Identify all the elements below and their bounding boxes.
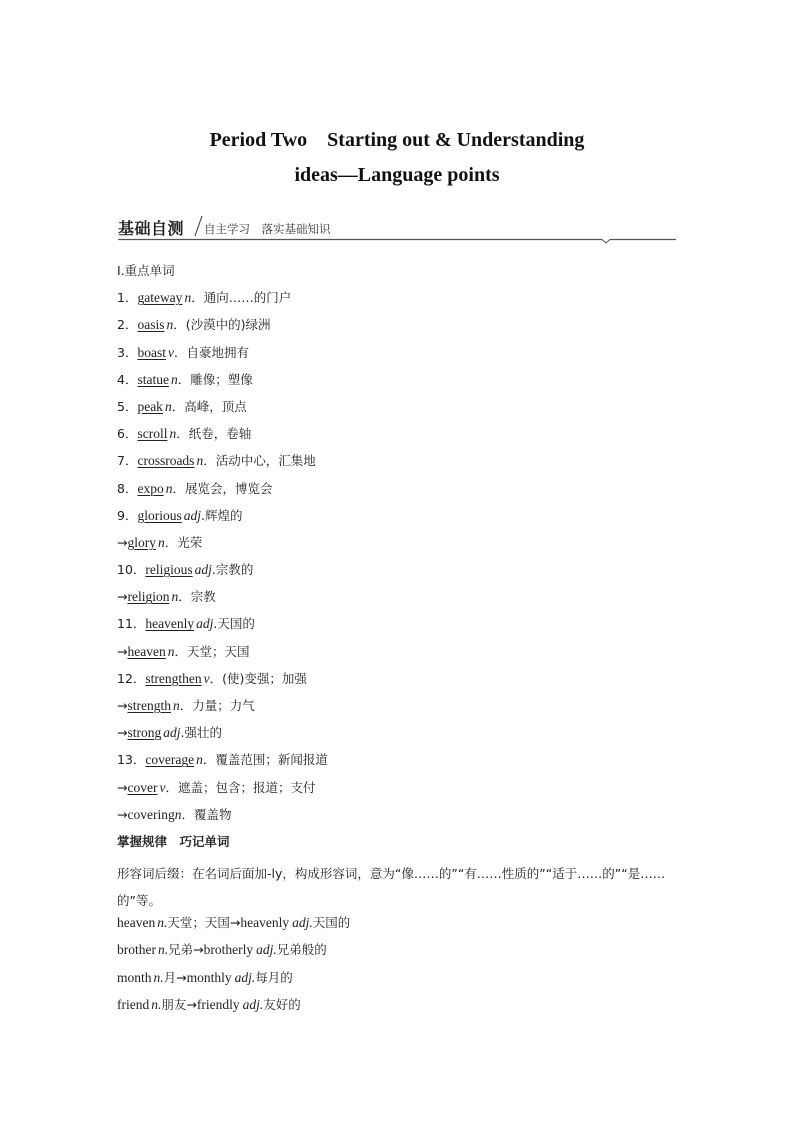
vocab-num: 7． [117,453,138,469]
vocab-item [117,724,682,751]
vocab-def: 活动中心，汇集地 [215,453,316,469]
vocab-sep: ． [173,317,186,333]
vocab-sep: ． [209,670,223,686]
examples-list [117,914,682,1023]
arrow-icon: → [229,915,241,931]
example-adj-def: 每月的 [255,969,293,985]
vocab-num: → [117,779,128,795]
vocab-num: 11． [117,616,146,632]
part-heading: Ⅰ.重点单词 [117,263,175,278]
vocab-pos: adj [194,562,212,578]
vocab-word: covering [127,806,175,822]
vocab-def: 自豪地拥有 [186,344,249,360]
arrow-icon: → [176,969,187,985]
vocab-def: 覆盖范围；新闻报道 [215,752,328,768]
vocab-pos: n [170,371,178,387]
example-noun-pos: n. [153,969,164,985]
vocab-sep: . [200,507,205,523]
vocab-num: 9． [117,507,138,523]
example-adj: friendly [196,996,240,1012]
vocab-sep: ． [164,534,178,550]
title-line-1: Period Two Starting out & Understanding [209,129,585,151]
example-adj-def: 兄弟般的 [276,942,327,958]
vocab-def: 遮盖；包含；报道；支付 [177,779,316,795]
vocab-num: 10． [117,562,146,578]
vocab-pos: adj [163,725,181,741]
vocab-pos: n [167,643,175,659]
title-line-2: ideas—Language points [294,164,500,186]
vocab-word: glorious [137,507,182,523]
vocab-word: strong [127,725,162,741]
vocab-num: 5． [117,398,138,414]
vocab-word: boast [137,344,166,360]
example-noun-def: 兄弟 [168,942,194,958]
example-adj: heavenly [240,915,290,931]
example-noun-pos: n. [157,942,169,958]
vocab-num: 4． [117,371,138,387]
vocab-def: 宗教的 [215,562,254,578]
vocab-item [117,534,682,561]
vocab-sep: ． [177,371,191,387]
example-noun-def: 朋友 [161,996,187,1012]
vocab-item [117,670,682,697]
vocab-pos: n [169,426,177,442]
vocab-num: → [117,534,128,550]
vocab-word: strength [127,698,171,713]
vocab-def: 纸卷，卷轴 [188,426,252,442]
vocab-def: 通向……的门户 [203,290,292,306]
vocab-def: (沙漠中的)绿洲 [185,317,271,333]
vocab-pos: n [164,398,172,414]
vocab-pos: n [165,480,173,496]
vocab-sep: ． [172,480,185,496]
vocab-item [117,425,682,452]
arrow-icon: → [117,806,128,822]
example-item [117,914,682,941]
example-adj: brotherly [203,942,254,958]
example-noun: friend [117,996,150,1012]
vocab-sep: . [213,616,218,632]
vocab-word: religion [127,589,170,605]
arrow-icon: → [186,996,197,1012]
vocab-pos: n [166,317,174,333]
vocab-pos: n [196,752,203,768]
example-item [117,996,682,1023]
vocab-sep: ． [202,752,216,768]
vocab-num: 3． [117,344,138,360]
vocab-word: strengthen [145,670,202,686]
vocab-def: 强壮的 [184,725,222,741]
vocab-word: statue [137,371,169,387]
vocab-sep: . [180,725,185,741]
example-adj-pos: adj. [292,915,313,931]
vocab-def: 力量；力气 [192,698,255,713]
vocab-item [117,398,682,425]
vocab-def: 覆盖物 [193,806,232,822]
vocab-item [117,588,682,615]
example-noun: heaven [117,915,156,931]
vocab-item-covering [117,806,682,833]
vocab-num: 2． [117,317,138,333]
vocab-pos: v [167,344,174,360]
arrow-icon: → [193,942,204,958]
section-rule [118,237,676,245]
vocab-item [117,289,682,316]
vocab-sep: ． [165,779,178,795]
example-adj-def: 友好的 [263,996,301,1012]
vocab-def: 宗教 [190,589,216,605]
vocab-word: peak [137,398,163,414]
vocab-pos: n [184,290,192,306]
vocab-def: 展览会，博览会 [184,480,273,496]
rule-text: 形容词后缀：在名词后面加-ly，构成形容词，意为“像……的”“有……性质的”“适于……的”“是……的”等。 [117,866,666,909]
example-noun: brother [117,942,156,958]
vocab-pos: n [174,806,182,822]
vocab-item [117,507,682,534]
vocab-pos: n [171,589,179,605]
vocab-word: cover [127,779,158,795]
vocab-sep: ． [203,453,216,469]
vocab-sep: ． [174,643,187,659]
section-main-label: 基础自测 [118,219,185,238]
vocab-word: heavenly [145,616,195,632]
example-noun-def: 月 [163,969,177,985]
vocab-num: → [117,643,128,659]
vocab-item [117,697,682,724]
vocab-sep: ． [173,344,187,360]
example-noun: month [117,969,152,985]
vocab-num: → [117,725,128,741]
vocab-word: gateway [137,290,183,306]
vocab-item [117,643,682,670]
vocab-num: 13． [117,752,146,768]
vocab-def: (使)变强；加强 [222,670,307,686]
vocab-sep: ． [171,398,185,414]
vocab-item [117,779,682,806]
slash-divider-icon [193,215,203,237]
vocab-item [117,751,682,778]
example-noun-def: 天堂；天国 [167,915,230,931]
vocab-pos: adj [196,616,214,632]
vocab-sep: ． [178,589,191,605]
vocab-item [117,344,682,371]
vocab-item [117,480,682,507]
content [117,262,682,1023]
vocab-sep: ． [181,806,194,822]
vocab-def: 辉煌的 [204,507,243,523]
vocab-num: 8． [117,480,138,496]
example-noun-pos: n. [151,996,162,1012]
section-header [118,213,676,243]
vocab-word: oasis [137,317,165,333]
vocab-num: 12． [117,670,146,686]
example-adj: monthly [186,969,232,985]
vocab-word: crossroads [137,453,195,469]
vocab-sep: . [211,562,216,578]
vocab-pos: v [203,670,210,686]
vocab-sep: ． [191,290,204,306]
vocab-word: coverage [145,752,195,768]
vocab-word: scroll [137,426,168,442]
vocab-pos: n [172,698,180,713]
example-adj-pos: adj. [256,942,277,958]
vocab-num: 6． [117,426,138,442]
vocab-def: 天堂；天国 [186,643,250,659]
vocab-def: 高峰，顶点 [184,398,247,414]
vocab-word: heaven [127,643,166,659]
vocab-item [117,316,682,343]
vocab-list [117,289,682,806]
vocab-word: expo [137,480,164,496]
vocab-item [117,615,682,642]
example-item [117,941,682,968]
section-sub-label: 自主学习 落实基础知识 [204,222,331,236]
tip-heading: 掌握规律 巧记单词 [117,833,230,849]
vocab-pos: n [196,453,204,469]
vocab-sep: ． [176,426,189,442]
vocab-num: → [117,698,128,713]
vocab-def: 光荣 [177,534,203,550]
example-adj-pos: adj. [242,996,264,1012]
vocab-pos: n [157,534,165,550]
vocab-pos: v [159,779,166,795]
vocab-word: glory [127,534,156,550]
vocab-item [117,371,682,398]
vocab-def: 雕像；塑像 [190,371,253,387]
example-adj-pos: adj. [234,969,256,985]
example-item [117,969,682,996]
example-adj-def: 天国的 [312,915,351,931]
vocab-sep: ． [179,698,193,713]
example-noun-pos: n. [157,915,168,931]
vocab-num: 1． [117,290,138,306]
vocab-item [117,561,682,588]
vocab-pos: adj [183,507,201,523]
vocab-num: → [117,589,128,605]
vocab-def: 天国的 [217,616,255,632]
vocab-word: religious [145,562,193,578]
vocab-item [117,452,682,479]
